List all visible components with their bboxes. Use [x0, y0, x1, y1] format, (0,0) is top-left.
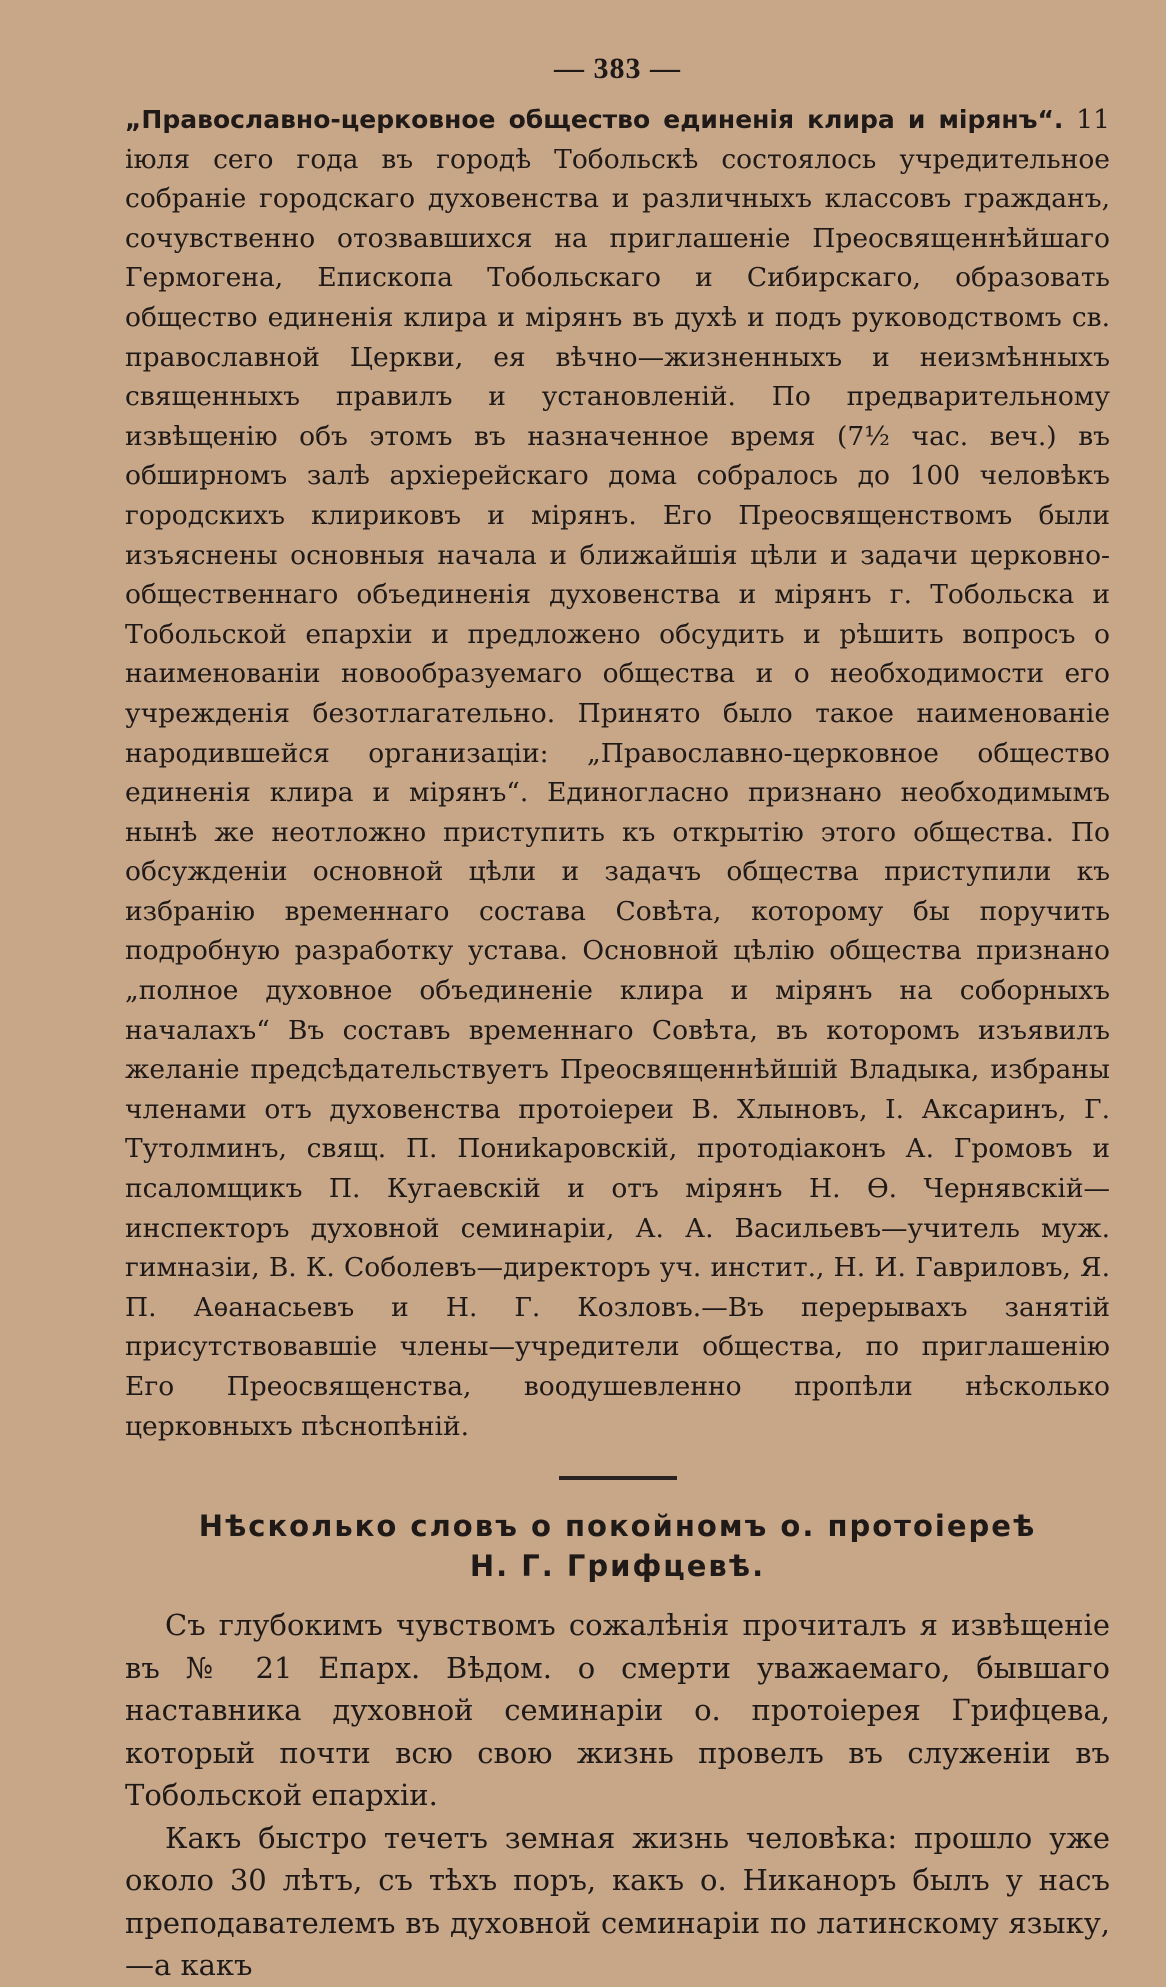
section-divider [559, 1476, 677, 1480]
article-title: „Православно-церковное общество единенія клира и мірянъ“. [125, 105, 1064, 134]
obituary-heading [125, 1506, 1110, 1586]
obituary-paragraph-2: Какъ быстро течетъ земная жизнь человѣка: прошло уже около 30 лѣтъ, съ тѣхъ поръ, какъ о. Никаноръ былъ у насъ преподавателемъ въ духовной семинаріи по латинскому языку,—а какъ [125, 1820, 1110, 1983]
obituary-paragraph-1: Съ глубокимъ чувствомъ сожалѣнія прочиталъ я извѣщеніе въ № 21 Епарх. Вѣдом. о смерти уважаемаго, бывшаго наставника духовной семинаріи о. протоіерея Грифцева, который почти всю свою жизнь провелъ въ служеніи въ Тобольской епархіи. [125, 1608, 1110, 1813]
page-number: — 383 — [554, 52, 681, 85]
article-body: 11 іюля сего года въ городѣ Тобольскѣ состоялось учредительное собраніе городскаго духовенства и различныхъ классовъ гражданъ, сочувственно отозвавшихся на приглашеніе Преосвященнѣйшаго Гермогена, Епископа Тобольскаго и Сибирскаго, образовать общество единенія клира и мірянъ въ духѣ и подъ руководствомъ св. православной Церкви, ея вѣчно—жизненныхъ и неизмѣнныхъ священныхъ правилъ и установленій. По предварительному извѣщенію объ этомъ въ назначенное время (7½ час. веч.) въ обширномъ залѣ архіерейскаго дома собралось до 100 человѣкъ городскихъ клириковъ и мірянъ. Его Преосвященствомъ были изъяснены основныя начала и ближайшія цѣли и задачи церковно-общественнаго объединенія духовенства и мірянъ г. Тобольска и Тобольской епархіи и предложено обсудить и рѣшить вопросъ о наименованіи новообразуемаго общества и о необходимости его учрежденія безотлагательно. Принято было такое наименованіе народившейся организаціи: „Православно-церковное общество единенія клира и мірянъ“. Единогласно признано необходимымъ нынѣ же неотложно приступить къ открытію этого общества. По обсужденіи основной цѣли и задачъ общества приступили къ избранію временнаго состава Совѣта, которому бы поручить подробную разработку устава. Основной цѣлію общества признано „полное духовное объединеніе клира и мірянъ на соборныхъ началахъ“ Въ составъ временнаго Совѣта, въ которомъ изъявилъ желаніе предсѣдательствуетъ Преосвященнѣйшій Владыка, избраны членами отъ духовенства протоіереи В. Хлыновъ, І. Аксаринъ, Г. Тутолминъ, свящ. П. Пониkаровскій, протодіаконъ А. Громовъ и псаломщикъ П. Кугаевскій и отъ мірянъ Н. Ѳ. Чернявскій—инспекторъ духовной семинаріи, А. А. Васильевъ—учитель муж. гимназіи, В. К. Соболевъ—директоръ уч. инстит., Н. И. Гавриловъ, Я. П. Аѳанасьевъ и Н. Г. Козловъ.—Въ перерывахъ занятій присутствовавшіе члены—учредители общества, по приглашенію Его Преосвященства, воодушевленно пропѣли нѣсколько церковныхъ пѣснопѣній. [125, 104, 1110, 1442]
article-report [125, 100, 1110, 1446]
obituary-heading-line2: Н. Г. Грифцевѣ. [469, 1549, 766, 1584]
obituary-heading-line1: Нѣсколько словъ о покойномъ о. протоіереѣ [198, 1509, 1037, 1544]
